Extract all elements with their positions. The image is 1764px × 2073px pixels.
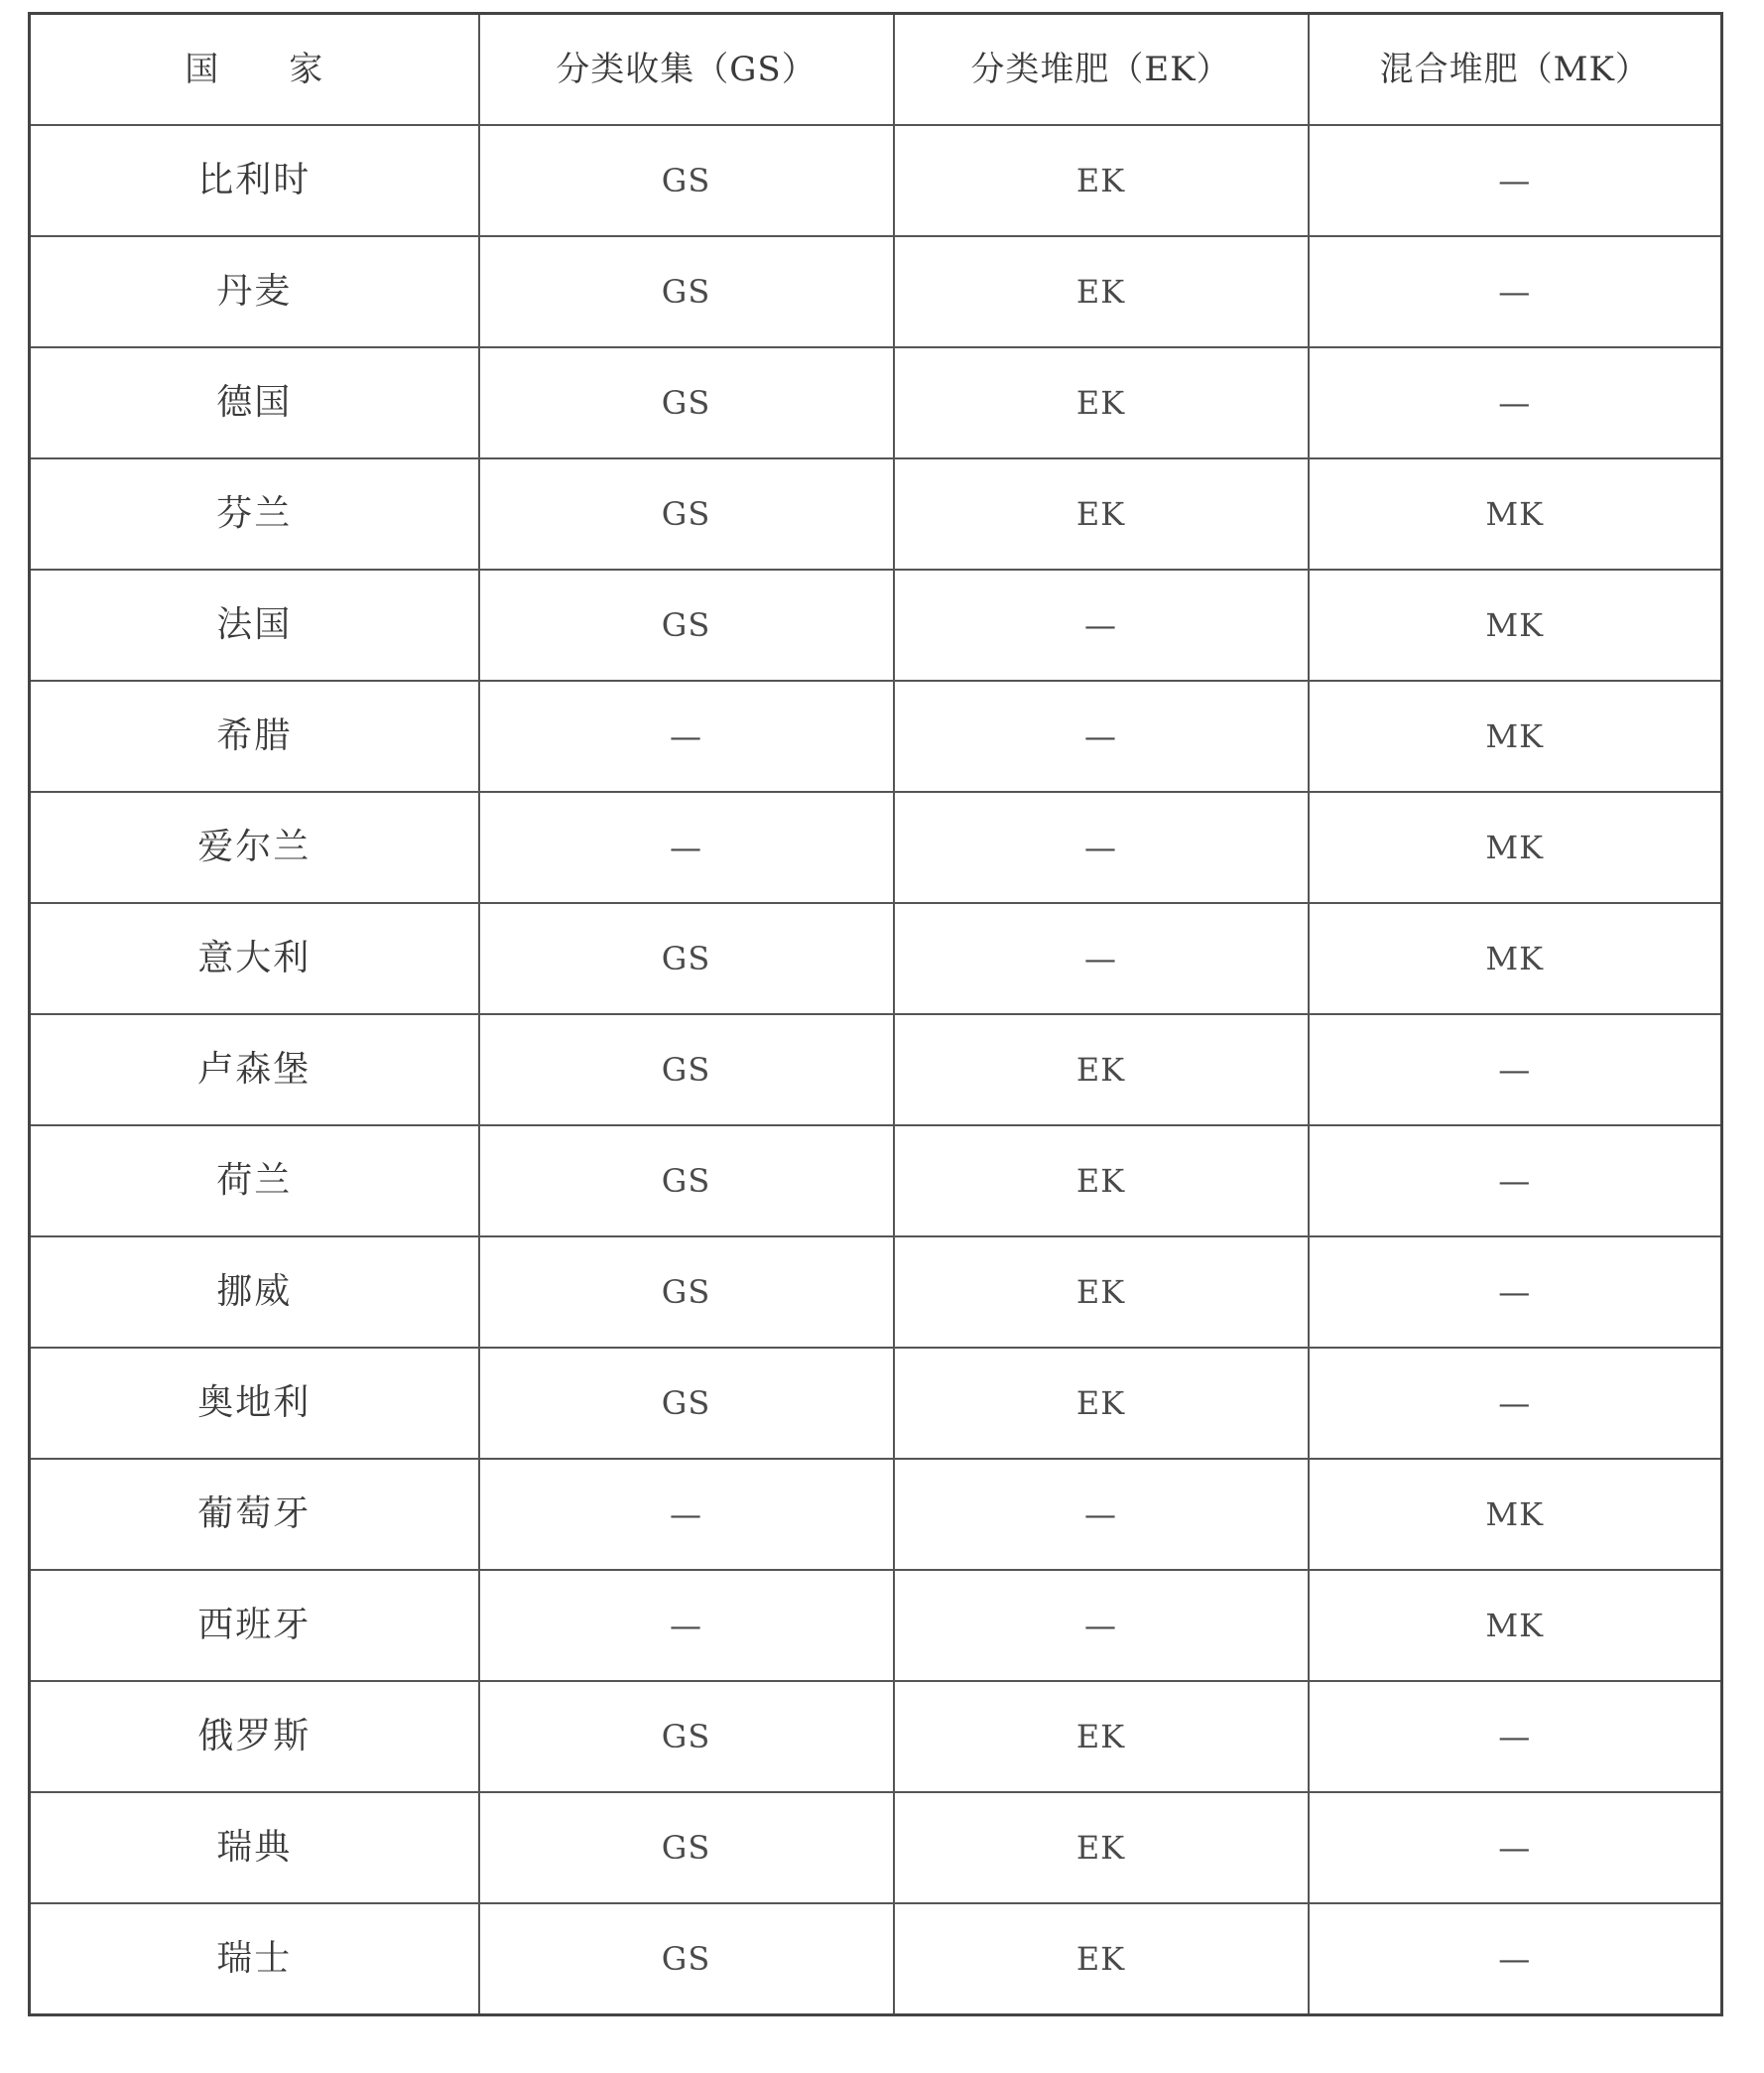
table-row: [30, 1125, 1722, 1236]
composting-methods-table: [28, 12, 1723, 2016]
ek-cell: —: [894, 903, 1309, 1014]
country-cell: 挪威: [30, 1236, 479, 1348]
table-row: [30, 347, 1722, 458]
gs-cell: —: [479, 1459, 894, 1570]
table-row: [30, 1236, 1722, 1348]
mk-cell: —: [1309, 1125, 1722, 1236]
ek-cell: EK: [894, 1014, 1309, 1125]
ek-cell: EK: [894, 125, 1309, 236]
ek-cell: EK: [894, 1903, 1309, 2015]
ek-cell: EK: [894, 347, 1309, 458]
gs-cell: GS: [479, 1125, 894, 1236]
mk-cell: —: [1309, 236, 1722, 347]
table-row: [30, 792, 1722, 903]
mk-cell: MK: [1309, 681, 1722, 792]
table-row: [30, 1681, 1722, 1792]
country-cell: 比利时: [30, 125, 479, 236]
mk-cell: MK: [1309, 458, 1722, 570]
header-country: 国 家: [30, 14, 479, 126]
header-separate-composting: 分类堆肥（EK）: [894, 14, 1309, 126]
country-cell: 卢森堡: [30, 1014, 479, 1125]
ek-cell: EK: [894, 236, 1309, 347]
gs-cell: —: [479, 681, 894, 792]
country-cell: 西班牙: [30, 1570, 479, 1681]
gs-cell: GS: [479, 1014, 894, 1125]
ek-cell: EK: [894, 1348, 1309, 1459]
mk-cell: —: [1309, 1792, 1722, 1903]
country-cell: 意大利: [30, 903, 479, 1014]
country-cell: 瑞典: [30, 1792, 479, 1903]
gs-cell: GS: [479, 1792, 894, 1903]
table-row: [30, 570, 1722, 681]
table-body: [30, 125, 1722, 2015]
country-cell: 法国: [30, 570, 479, 681]
ek-cell: —: [894, 1459, 1309, 1570]
mk-cell: —: [1309, 1348, 1722, 1459]
ek-cell: EK: [894, 1236, 1309, 1348]
country-cell: 俄罗斯: [30, 1681, 479, 1792]
composting-table-container: [28, 12, 1720, 2016]
table-row: [30, 1792, 1722, 1903]
ek-cell: —: [894, 681, 1309, 792]
ek-cell: EK: [894, 1681, 1309, 1792]
table-row: [30, 1014, 1722, 1125]
gs-cell: GS: [479, 1236, 894, 1348]
mk-cell: MK: [1309, 903, 1722, 1014]
country-cell: 丹麦: [30, 236, 479, 347]
table-row: [30, 125, 1722, 236]
country-cell: 希腊: [30, 681, 479, 792]
gs-cell: GS: [479, 1348, 894, 1459]
table-row: [30, 1903, 1722, 2015]
ek-cell: EK: [894, 1792, 1309, 1903]
ek-cell: —: [894, 792, 1309, 903]
gs-cell: GS: [479, 570, 894, 681]
mk-cell: MK: [1309, 792, 1722, 903]
table-row: [30, 681, 1722, 792]
ek-cell: EK: [894, 1125, 1309, 1236]
table-row: [30, 458, 1722, 570]
country-cell: 奥地利: [30, 1348, 479, 1459]
mk-cell: MK: [1309, 1459, 1722, 1570]
gs-cell: GS: [479, 347, 894, 458]
gs-cell: GS: [479, 903, 894, 1014]
mk-cell: —: [1309, 1681, 1722, 1792]
table-row: [30, 1570, 1722, 1681]
header-mixed-composting: 混合堆肥（MK）: [1309, 14, 1722, 126]
country-cell: 芬兰: [30, 458, 479, 570]
mk-cell: —: [1309, 125, 1722, 236]
gs-cell: GS: [479, 1903, 894, 2015]
mk-cell: —: [1309, 1236, 1722, 1348]
mk-cell: —: [1309, 1903, 1722, 2015]
ek-cell: —: [894, 1570, 1309, 1681]
table-header-row: [30, 14, 1722, 126]
mk-cell: —: [1309, 1014, 1722, 1125]
country-cell: 瑞士: [30, 1903, 479, 2015]
country-cell: 爱尔兰: [30, 792, 479, 903]
gs-cell: —: [479, 792, 894, 903]
mk-cell: MK: [1309, 570, 1722, 681]
gs-cell: GS: [479, 236, 894, 347]
gs-cell: GS: [479, 458, 894, 570]
ek-cell: EK: [894, 458, 1309, 570]
gs-cell: —: [479, 1570, 894, 1681]
ek-cell: —: [894, 570, 1309, 681]
table-row: [30, 1459, 1722, 1570]
country-cell: 德国: [30, 347, 479, 458]
table-row: [30, 1348, 1722, 1459]
table-row: [30, 236, 1722, 347]
mk-cell: MK: [1309, 1570, 1722, 1681]
country-cell: 葡萄牙: [30, 1459, 479, 1570]
country-cell: 荷兰: [30, 1125, 479, 1236]
header-separate-collection: 分类收集（GS）: [479, 14, 894, 126]
gs-cell: GS: [479, 1681, 894, 1792]
mk-cell: —: [1309, 347, 1722, 458]
gs-cell: GS: [479, 125, 894, 236]
table-row: [30, 903, 1722, 1014]
